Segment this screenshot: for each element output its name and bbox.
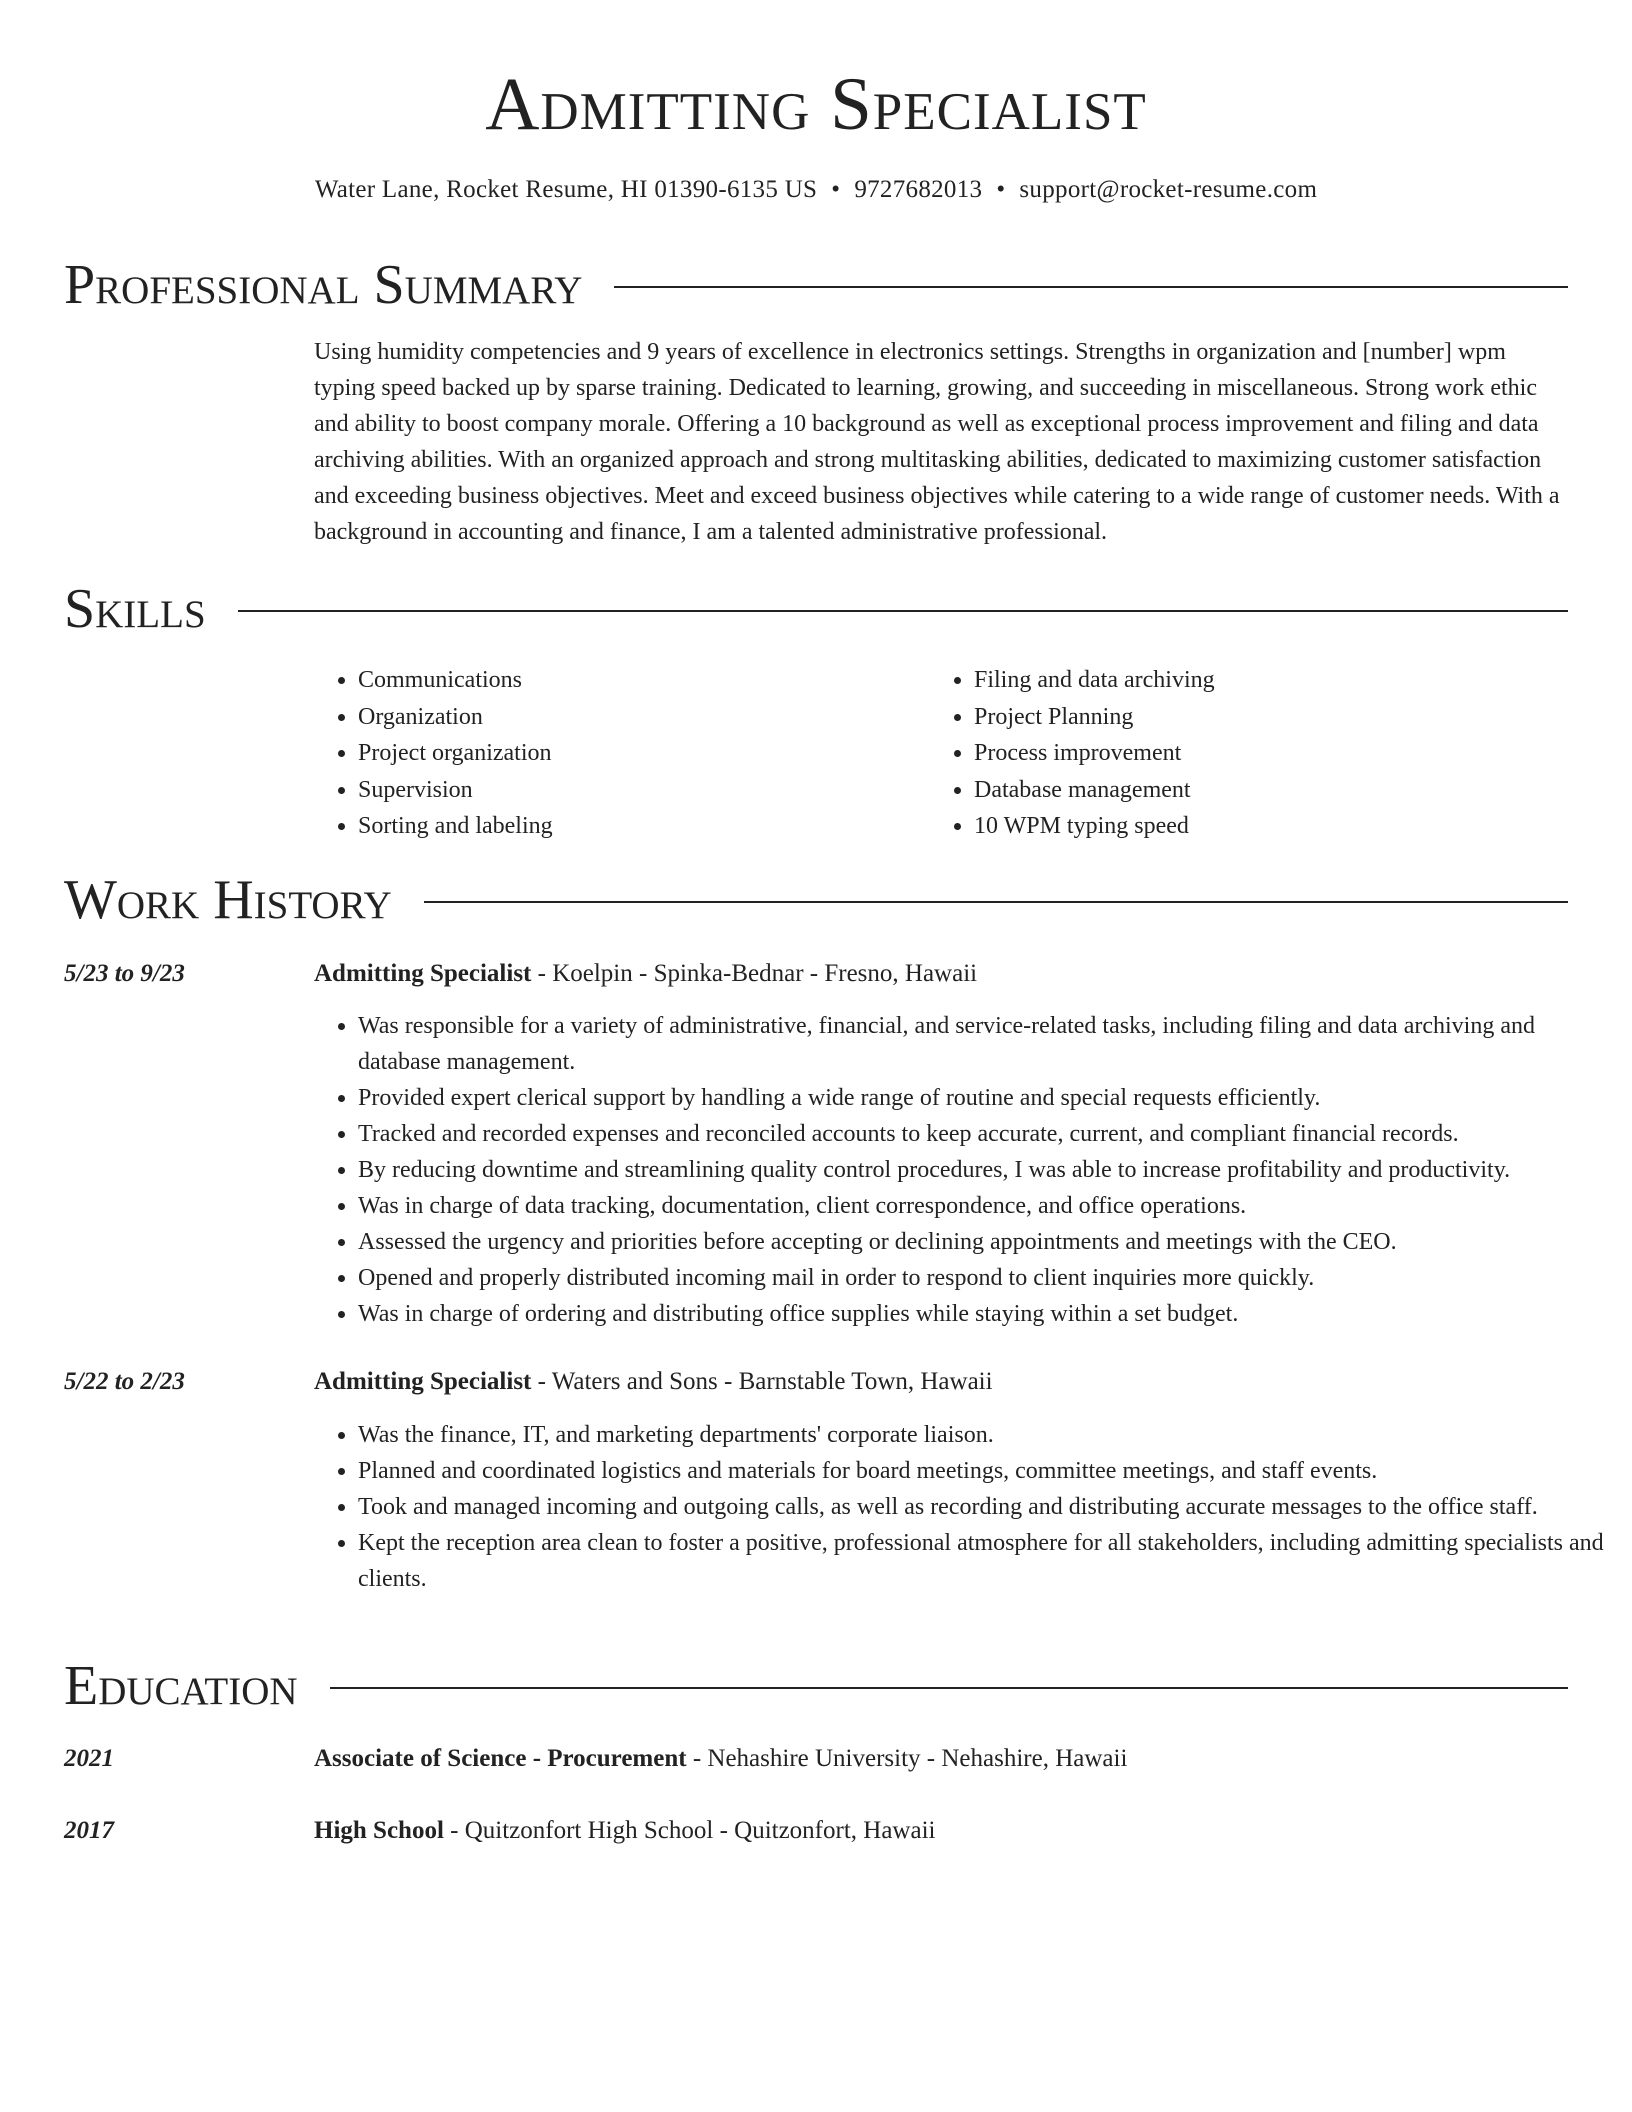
job-title: Admitting Specialist: [314, 1368, 532, 1395]
job-bullet: • Took and managed incoming and outgoing calls, as well as recording and distributing accurate messages to the office staff.: [358, 1489, 1612, 1525]
job-heading: [314, 956, 1568, 992]
section-title-work: Work History: [64, 869, 392, 931]
skill-item: • Process improvement: [974, 735, 1574, 772]
skill-item: • Sorting and labeling: [358, 808, 918, 845]
job-bullet: • Tracked and recorded expenses and reconciled accounts to keep accurate, current, and compliant financial records.: [358, 1116, 1612, 1152]
education-school-location: - Nehashire University - Nehashire, Hawaii: [686, 1745, 1128, 1772]
job-bullet: • Provided expert clerical support by handling a wide range of routine and special requests efficiently.: [358, 1080, 1612, 1116]
job-bullet: • Planned and coordinated logistics and materials for board meetings, committee meetings, and staff events.: [358, 1453, 1612, 1489]
job-dates: 5/22 to 2/23: [64, 1368, 185, 1395]
work-section-header: [64, 865, 1568, 935]
summary-text: Using humidity competencies and 9 years of excellence in electronics settings. Strengths in organization and [number] wpm typing speed backed up by sparse training. Dedicated to learning, growing, and succeeding in miscellaneous. Strong work ethic and ability to boost company morale. Offering a 10 background as well as exceptional process improvement and filing and data archiving abilities. With an organized approach and strong multitasking abilities, dedicated to maximizing customer satisfaction and exceeding business objectives. Meet and exceed business objectives while catering to a wide range of customer needs. With a background in accounting and finance, I am a talented administrative professional.: [314, 339, 1560, 545]
contact-email: support@rocket-resume.com: [1019, 176, 1318, 203]
job-bullet: • Assessed the urgency and priorities before accepting or declining appointments and meetings with the CEO.: [358, 1224, 1612, 1260]
job-heading: [314, 1364, 1568, 1400]
skill-item: • Communications: [358, 662, 918, 699]
section-title-skills: Skills: [64, 578, 206, 640]
job-employer-location: - Koelpin - Spinka-Bednar - Fresno, Hawaii: [531, 960, 978, 987]
skill-item: • Organization: [358, 699, 918, 736]
summary-section-header: [64, 250, 1568, 320]
section-divider: [238, 610, 1568, 612]
job-bullet: • Was responsible for a variety of administrative, financial, and service-related tasks, including filing and data archiving and database management.: [358, 1008, 1612, 1080]
skill-item: • Database management: [974, 772, 1574, 809]
education-school-location: - Quitzonfort High School - Quitzonfort, Hawaii: [443, 1817, 936, 1844]
skill-item: • Supervision: [358, 772, 918, 809]
education-heading: [314, 1741, 1568, 1777]
section-divider: [424, 901, 1568, 903]
skill-item: • Project organization: [358, 735, 918, 772]
skill-item: • Project Planning: [974, 699, 1574, 736]
skill-item: • 10 WPM typing speed: [974, 808, 1574, 845]
job-dates: 5/23 to 9/23: [64, 960, 185, 987]
job-bullet: • Was the finance, IT, and marketing departments' corporate liaison.: [358, 1417, 1612, 1453]
education-year: 2021: [64, 1745, 114, 1772]
job-bullet: • Opened and properly distributed incoming mail in order to respond to client inquiries more quickly.: [358, 1260, 1612, 1296]
education-degree: Associate of Science - Procurement: [314, 1745, 687, 1772]
contact-separator: •: [831, 176, 841, 203]
job-employer-location: - Waters and Sons - Barnstable Town, Hawaii: [531, 1368, 993, 1395]
education-degree: High School: [314, 1817, 444, 1844]
skills-list-right: [930, 662, 1574, 845]
skill-item: • Filing and data archiving: [974, 662, 1574, 699]
job-bullet: • By reducing downtime and streamlining quality control procedures, I was able to increase profitability and productivity.: [358, 1152, 1612, 1188]
section-title-summary: Professional Summary: [64, 254, 583, 316]
job-bullet: • Was in charge of ordering and distributing office supplies while staying within a set budget.: [358, 1296, 1612, 1332]
job-bullets: [314, 1417, 1612, 1597]
contact-separator: •: [996, 176, 1006, 203]
job-bullet: • Was in charge of data tracking, documentation, client correspondence, and office operations.: [358, 1188, 1612, 1224]
contact-address: Water Lane, Rocket Resume, HI 01390-6135 US: [314, 176, 818, 203]
job-bullet: • Kept the reception area clean to foster a positive, professional atmosphere for all stakeholders, including admitting specialists and clients.: [358, 1525, 1612, 1597]
education-year: 2017: [64, 1817, 114, 1844]
skills-list-left: [314, 662, 918, 845]
contact-phone: 9727682013: [854, 176, 983, 203]
candidate-name: Admitting Specialist: [485, 63, 1147, 146]
education-heading: [314, 1813, 1568, 1849]
section-divider: [614, 286, 1568, 288]
section-divider: [330, 1687, 1568, 1689]
skills-section-header: [64, 574, 1568, 644]
section-title-education: Education: [64, 1655, 298, 1717]
education-section-header: [64, 1651, 1568, 1721]
contact-line: [0, 172, 1632, 208]
job-title: Admitting Specialist: [314, 960, 532, 987]
job-bullets: [314, 1008, 1612, 1332]
